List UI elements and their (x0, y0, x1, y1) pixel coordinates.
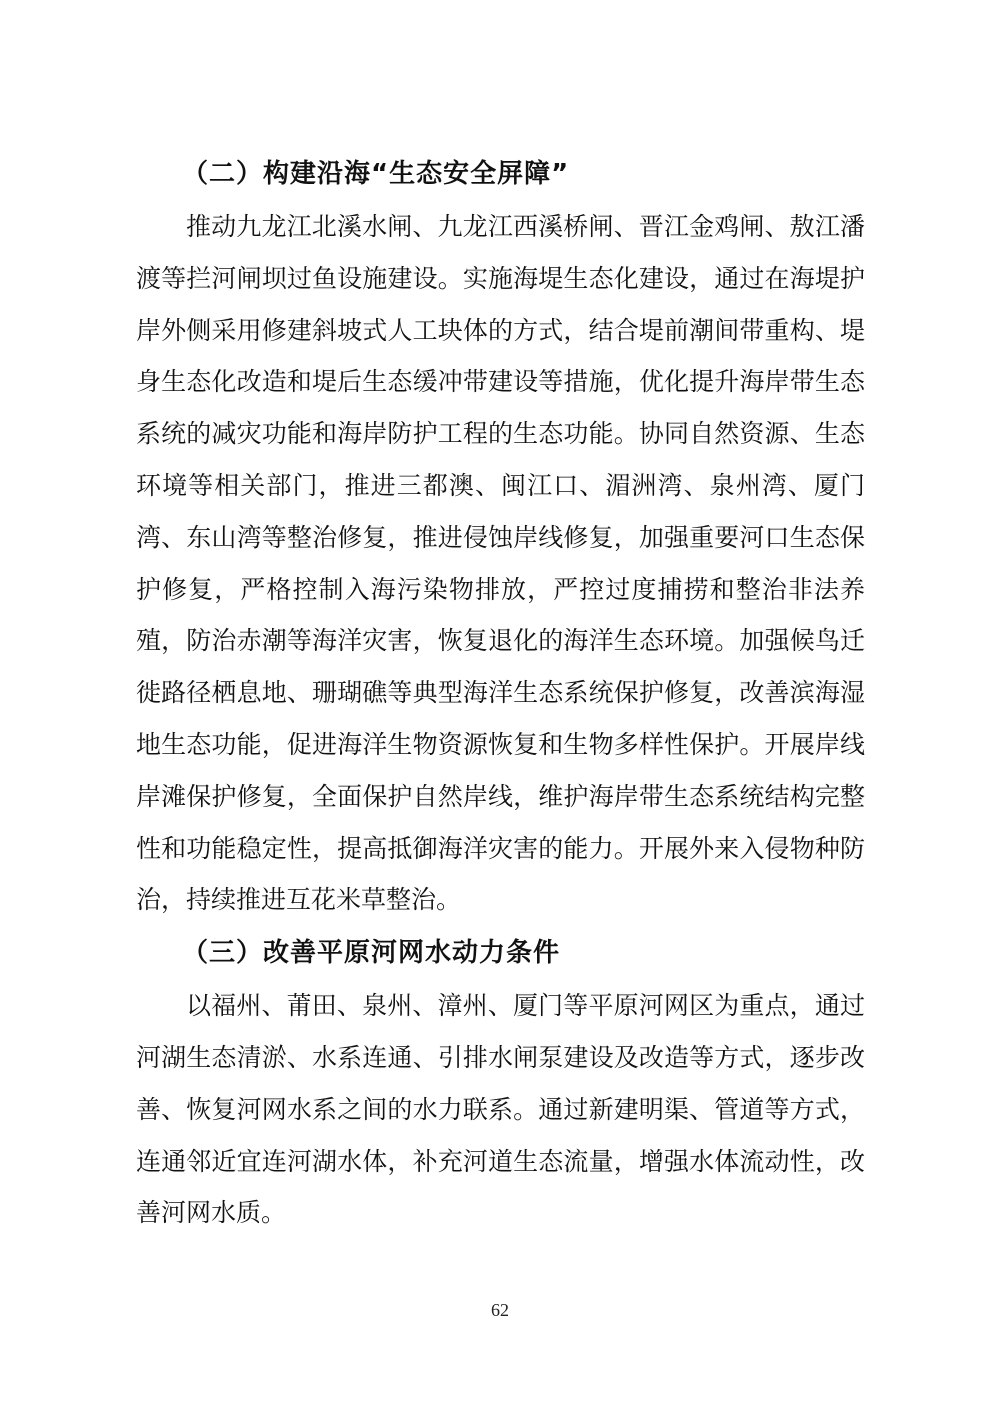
page-content (136, 147, 865, 1239)
section-paragraph-coastal-barrier: 推动九龙江北溪水闸、九龙江西溪桥闸、晋江金鸡闸、敖江潘渡等拦河闸坝过鱼设施建设。实施海堤生态化建设，通过在海堤护岸外侧采用修建斜坡式人工块体的方式，结合堤前潮间带重构、堤身生态化改造和堤后生态缓冲带建设等措施，优化提升海岸带生态系统的减灾功能和海岸防护工程的生态功能。协同自然资源、生态环境等相关部门，推进三都澳、闽江口、湄洲湾、泉州湾、厦门湾、东山湾等整治修复，推进侵蚀岸线修复，加强重要河口生态保护修复，严格控制入海污染物排放，严控过度捕捞和整治非法养殖，防治赤潮等海洋灾害，恢复退化的海洋生态环境。加强候鸟迁徙路径栖息地、珊瑚礁等典型海洋生态系统保护修复，改善滨海湿地生态功能，促进海洋生物资源恢复和生物多样性保护。开展岸线岸滩保护修复，全面保护自然岸线，维护海岸带生态系统结构完整性和功能稳定性，提高抵御海洋灾害的能力。开展外来入侵物种防治，持续推进互花米草整治。 (136, 212, 865, 915)
section-heading-river-network: （三）改善平原河网水动力条件 (182, 938, 561, 969)
page-number: 62 (491, 1300, 509, 1320)
section-paragraph-river-network: 以福州、莆田、泉州、漳州、厦门等平原河网区为重点，通过河湖生态清淤、水系连通、引排水闸泵建设及改造等方式，逐步改善、恢复河网水系之间的水力联系。通过新建明渠、管道等方式，连通邻近宜连河湖水体，补充河道生态流量，增强水体流动性，改善河网水质。 (136, 991, 865, 1228)
section-heading-coastal-barrier: （二）构建沿海“生态安全屏障” (182, 159, 570, 189)
